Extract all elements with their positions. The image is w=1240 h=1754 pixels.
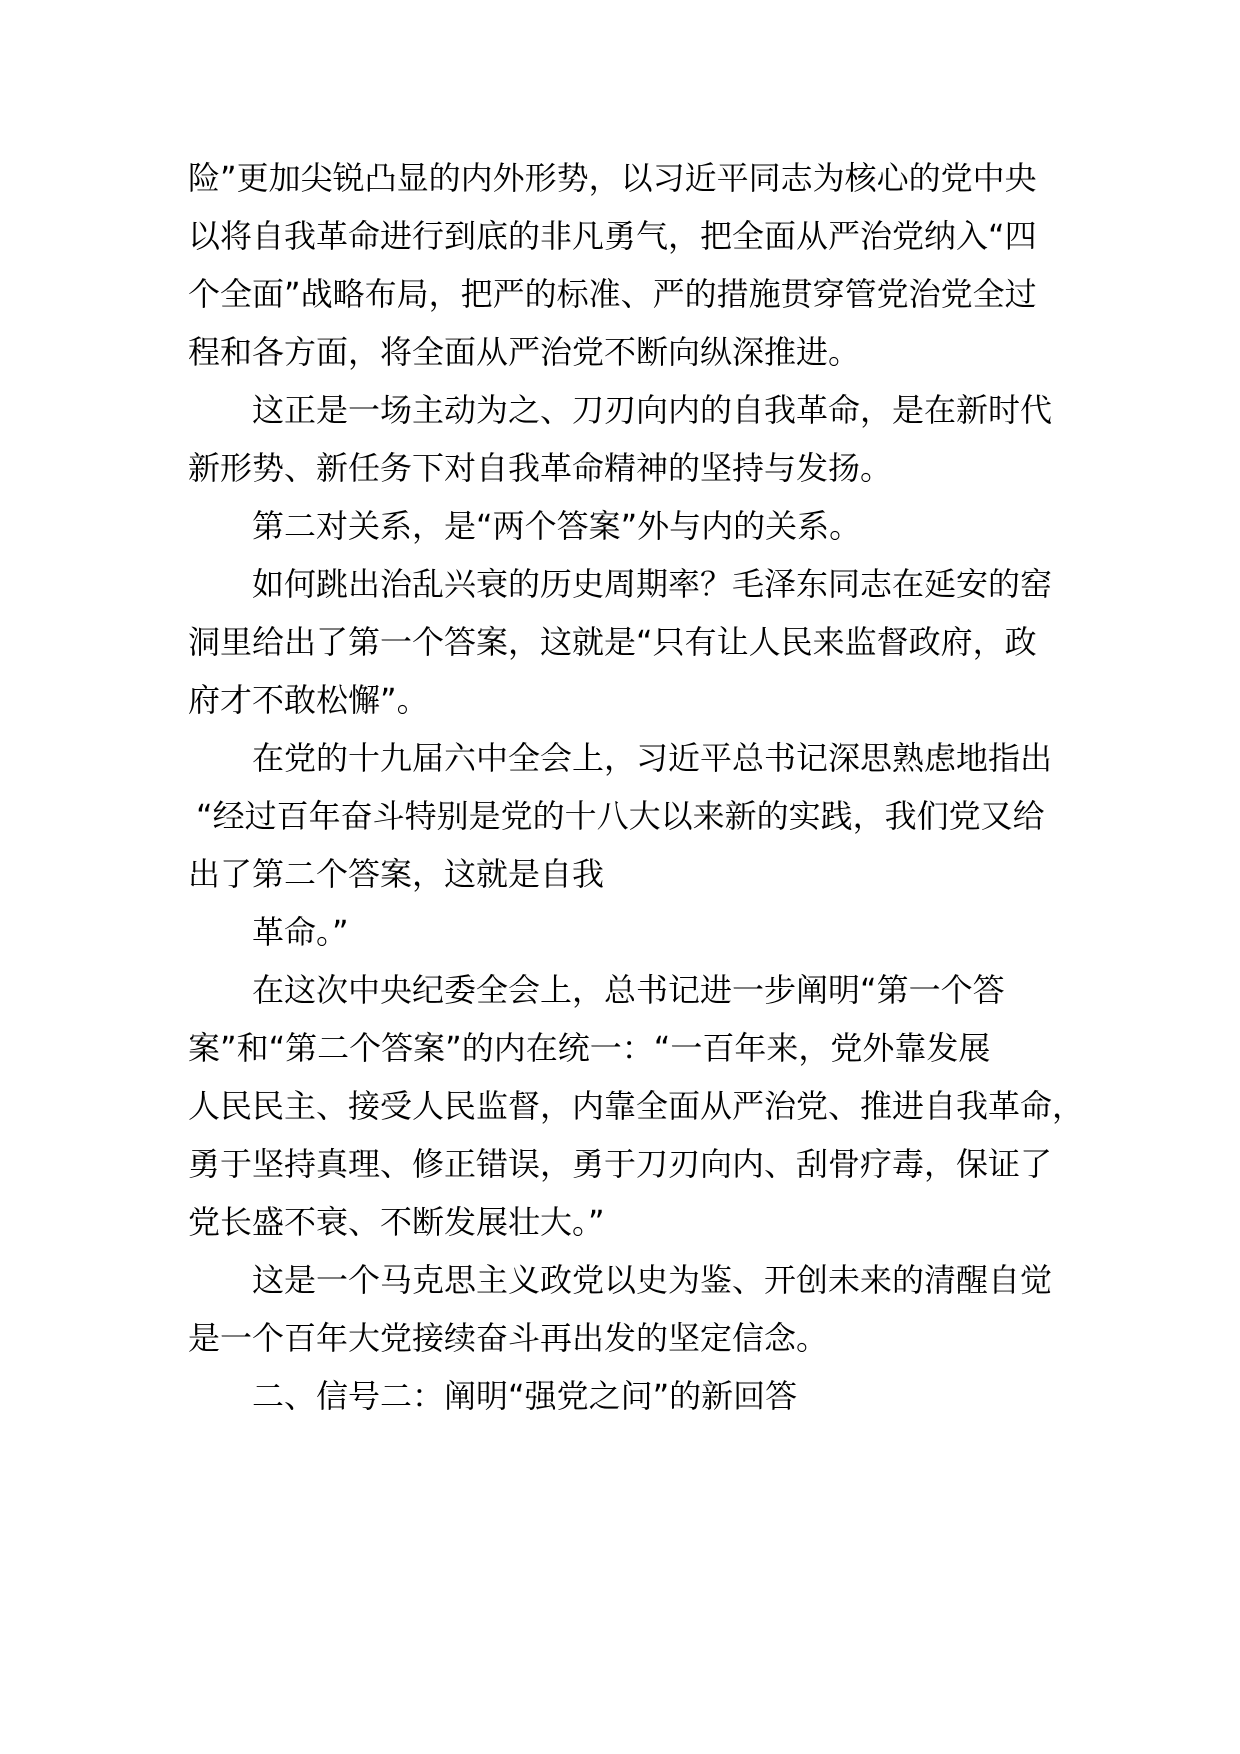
text-line: 案”和“第二个答案”的内在统一：“一百年来，党外靠发展	[188, 1029, 991, 1067]
text-line: 出了第二个答案，这就是自我	[188, 855, 605, 893]
text-line: 如何跳出治乱兴衰的历史周期率？毛泽东同志在延安的窑	[252, 565, 1053, 603]
text-line: 府才不敢松懈”。	[188, 681, 429, 719]
section-heading: 二、信号二：阐明“强党之问”的新回答	[252, 1377, 798, 1415]
text-line: 人民民主、接受人民监督，内靠全面从严治党、推进自我革命，	[188, 1087, 1085, 1125]
text-line: 在党的十九届六中全会上，习近平总书记深思熟虑地指出	[252, 739, 1053, 777]
text-line: “经过百年奋斗特别是党的十八大以来新的实践，我们党又给	[196, 797, 1045, 835]
text-line: 这正是一场主动为之、刀刃向内的自我革命，是在新时代	[252, 391, 1053, 429]
text-line: 勇于坚持真理、修正错误，勇于刀刃向内、刮骨疗毒，保证了	[188, 1145, 1053, 1183]
text-line: 新形势、新任务下对自我革命精神的坚持与发扬。	[188, 449, 893, 487]
text-line: 革命。”	[252, 913, 349, 951]
text-line: 以将自我革命进行到底的非凡勇气，把全面从严治党纳入“四	[188, 217, 1037, 255]
text-line: 洞里给出了第一个答案，这就是“只有让人民来监督政府，政	[188, 623, 1037, 661]
text-line: 程和各方面，将全面从严治党不断向纵深推进。	[188, 333, 861, 371]
text-line: 险”更加尖锐凸显的内外形势，以习近平同志为核心的党中央	[188, 159, 1037, 197]
text-line: 这是一个马克思主义政党以史为鉴、开创未来的清醒自觉	[252, 1261, 1053, 1299]
text-line: 是一个百年大党接续奋斗再出发的坚定信念。	[188, 1319, 829, 1357]
text-line: 个全面”战略布局，把严的标准、严的措施贯穿管党治党全过	[188, 275, 1037, 313]
text-line: 党长盛不衰、不断发展壮大。”	[188, 1203, 605, 1241]
text-line: 第二对关系，是“两个答案”外与内的关系。	[252, 507, 862, 545]
text-line: 在这次中央纪委全会上，总书记进一步阐明“第一个答	[252, 971, 1005, 1009]
